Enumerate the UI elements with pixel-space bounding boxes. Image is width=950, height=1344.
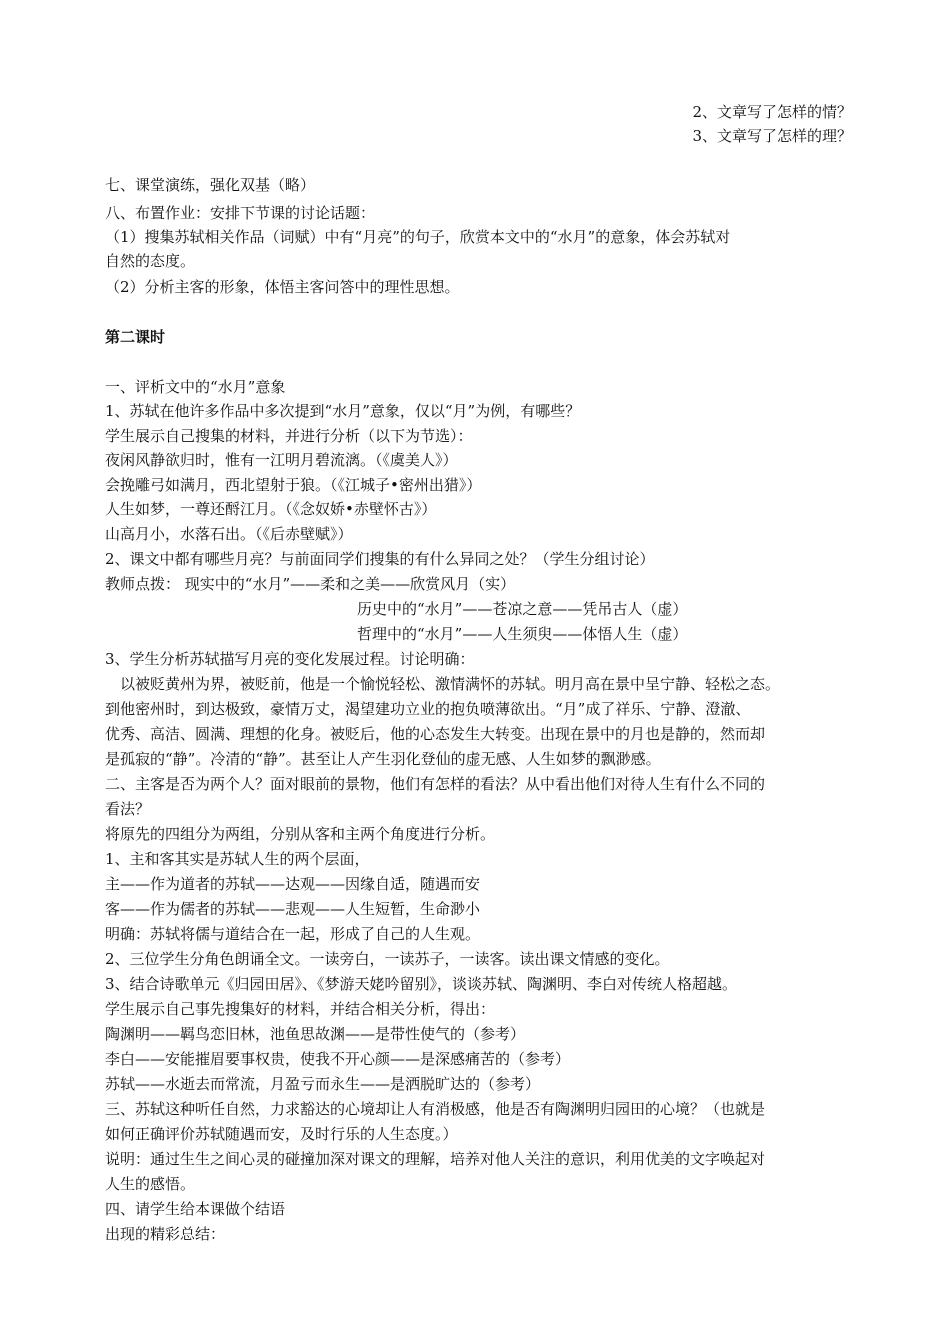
lesson-title: 第二课时 (105, 328, 166, 346)
homework-item-1: （1）搜集苏轼相关作品（词赋）中有“月亮”的句子，欣赏本文中的“水月”的意象，体会苏轼对 (105, 228, 731, 246)
quote-line: 夜闲风静欲归时，惟有一江明月碧流漓。（《虞美人》） (105, 451, 458, 469)
part3-heading-cont: 如何正确评价苏轼随遇而安，及时行乐的人生态度。） (105, 1125, 458, 1143)
quote-line: 人生如梦，一尊还酹江月。（《念奴娇•赤壁怀古》） (105, 500, 437, 518)
part2-point-1: 1、主和客其实是苏轼人生的两个层面， (105, 850, 370, 868)
guest-line: 客——作为儒者的苏轼——悲观——人生短暂，生命渺小 (105, 900, 481, 918)
part2-regroup: 将原先的四组分为两组，分别从客和主两个角度进行分析。 (105, 825, 496, 843)
part3-note-cont: 人生的感悟。 (105, 1175, 196, 1193)
part4-heading: 四、请学生给本课做个结语 (105, 1200, 286, 1218)
part1-question-2: 2、课文中都有哪些月亮？与前面同学们搜集的有什么异同之处？（学生分组讨论） (105, 550, 655, 568)
part4-summary: 出现的精彩总结： (105, 1225, 226, 1243)
teacher-point: 教师点拨： 现实中的“水月”——柔和之美——欣赏风月（实） (105, 575, 516, 593)
teacher-point: 哲理中的“水月”——人生须臾——体悟人生（虚） (357, 625, 688, 643)
part2-heading: 二、主客是否为两个人？面对眼前的景物，他们有怎样的看法？从中看出他们对待人生有什么不同的 (105, 775, 766, 793)
analysis-paragraph-line: 以被贬黄州为界，被贬前，他是一个愉悦轻松、激情满怀的苏轼。明月高在景中呈宁静、轻松之态。 (120, 675, 781, 693)
part2-heading-cont: 看法？ (105, 800, 151, 818)
figure-line: 苏轼——水逝去而常流，月盈亏而永生——是洒脱旷达的（参考） (105, 1075, 541, 1093)
homework-item-2: （2）分析主客的形象，体悟主客问答中的理性思想。 (105, 278, 460, 296)
part2-point-3: 3、结合诗歌单元《归园田居》、《梦游天姥吟留别》，谈谈苏轼、陶渊明、李白对传统人格超越。 (105, 975, 738, 993)
clarify-line: 明确：苏轼将儒与道结合在一起，形成了自己的人生观。 (105, 925, 481, 943)
part1-question-1: 1、苏轼在他许多作品中多次提到“水月”意象，仅以“月”为例，有哪些？ (105, 402, 581, 420)
figure-line: 李白——安能摧眉要事权贵，使我不开心颜——是深感痛苦的（参考） (105, 1050, 571, 1068)
question-emotion: 2、文章写了怎样的情？ (692, 103, 852, 121)
part2-point-2: 2、三位学生分角色朗诵全文。一读旁白，一读苏子，一读客。读出课文情感的变化。 (105, 950, 670, 968)
question-reason: 3、文章写了怎样的理？ (692, 127, 852, 145)
analysis-paragraph-line: 到他密州时，到达极致，豪情万丈，渴望建功立业的抱负喷薄欲出。“月”成了祥乐、宁静、澄澈、 (105, 700, 751, 718)
figure-line: 陶渊明——羁鸟恋旧林，池鱼思故渊——是带性使气的（参考） (105, 1025, 526, 1043)
part3-heading: 三、苏轼这种听任自然，力求豁达的心境却让人有消极感，他是否有陶渊明归园田的心境？（也就是 (105, 1100, 766, 1118)
part1-heading: 一、评析文中的“水月”意象 (105, 378, 286, 396)
part3-note: 说明：通过生生之间心灵的碰撞加深对课文的理解，培养对他人关注的意识，利用优美的文字唤起对 (105, 1150, 766, 1168)
part1-question-3: 3、学生分析苏轼描写月亮的变化发展过程。讨论明确： (105, 650, 475, 668)
part1-student-show: 学生展示自己搜集的材料，并进行分析（以下为节选）： (105, 427, 473, 445)
host-line: 主——作为道者的苏轼——达观——因缘自适，随遇而安 (105, 875, 481, 893)
section-eight-heading: 八、布置作业：安排下节课的讨论话题： (105, 204, 376, 222)
teacher-point: 历史中的“水月”——苍凉之意——凭吊古人（虚） (357, 600, 688, 618)
quote-line: 山高月小，水落石出。（《后赤壁赋》） (105, 525, 353, 543)
analysis-paragraph-line: 是孤寂的“静”。冷清的“静”。甚至让人产生羽化登仙的虚无感、人生如梦的飘渺感。 (105, 750, 661, 768)
part2-student-show: 学生展示自己事先搜集好的材料，并结合相关分析，得出： (105, 1000, 496, 1018)
homework-item-1-cont: 自然的态度。 (105, 252, 196, 270)
quote-line: 会挽雕弓如满月，西北望射于狼。（《江城子•密州出猎》） (105, 476, 482, 494)
section-seven: 七、课堂演练，强化双基（略） (105, 176, 316, 194)
analysis-paragraph-line: 优秀、高洁、圆满、理想的化身。被贬后，他的心态发生大转变。出现在景中的月也是静的，然而却 (105, 725, 766, 743)
